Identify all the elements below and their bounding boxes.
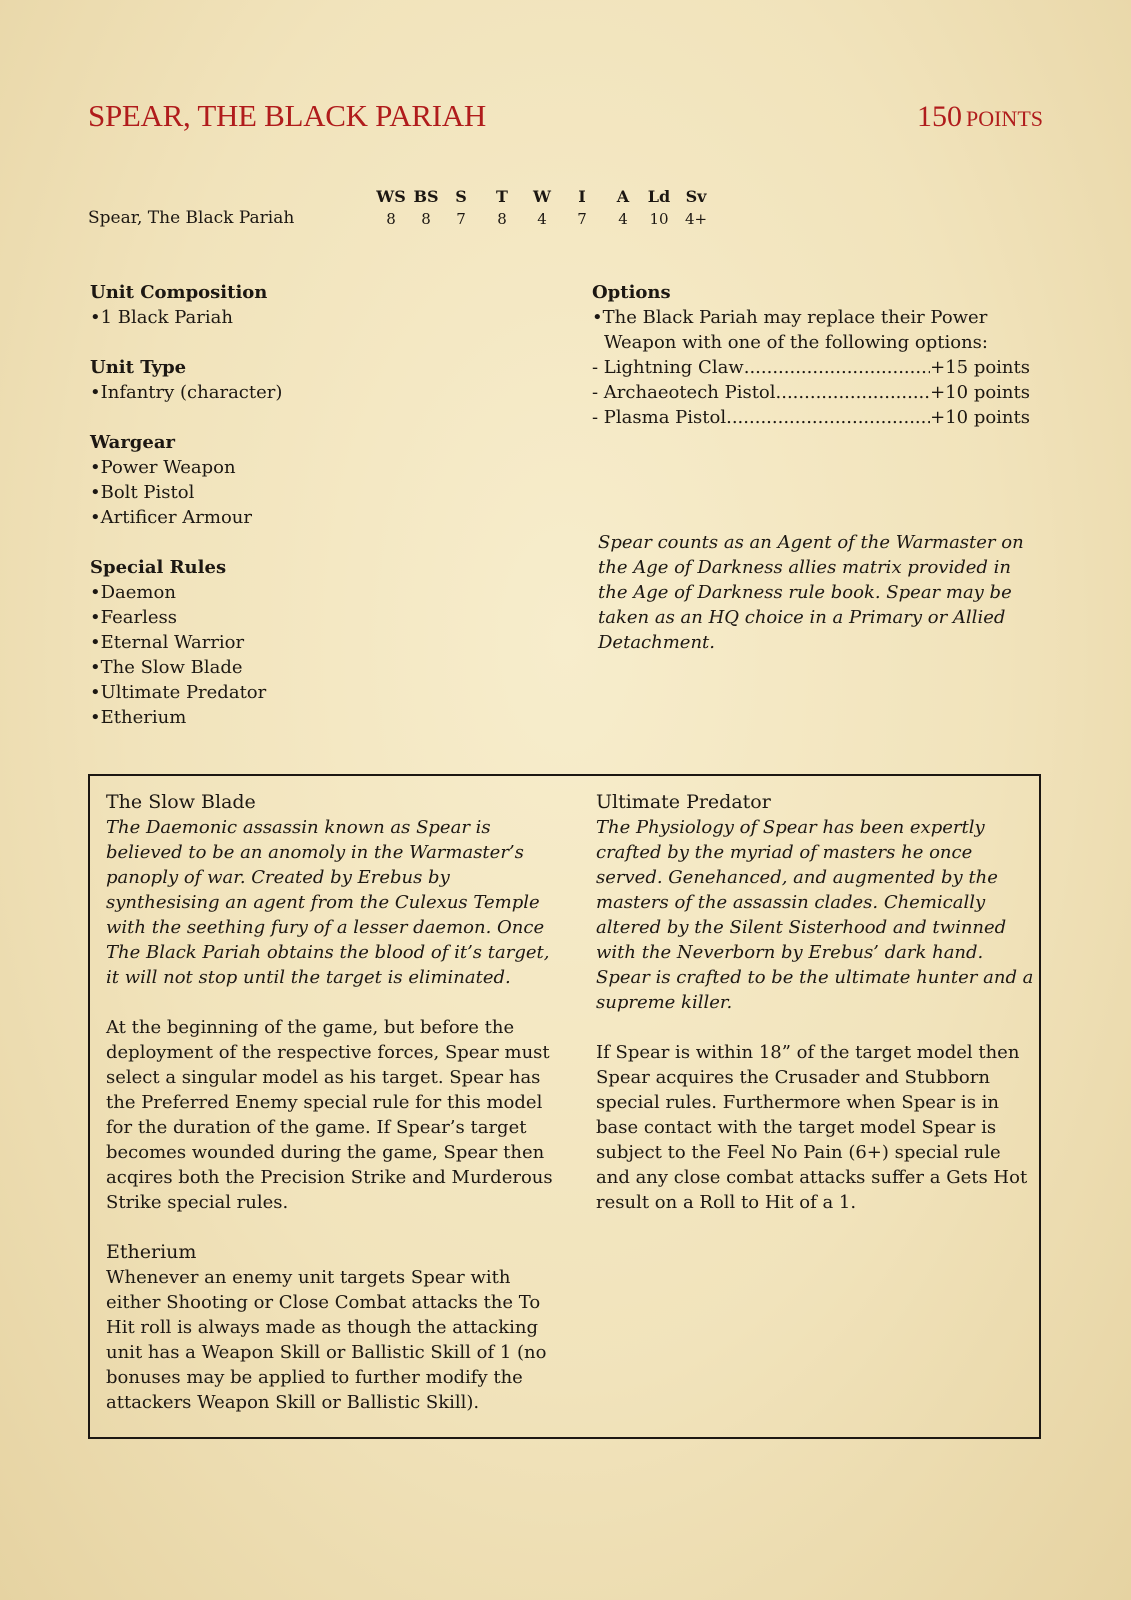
option-cost: +10 points [930,382,1030,403]
stat-label: S [455,187,467,206]
list-item: •Ultimate Predator [90,682,267,703]
list-item: •Etherium [90,707,187,728]
list-item: •Fearless [90,607,177,628]
option-cost: +10 points [930,407,1030,428]
points-cost [917,100,1043,134]
section-heading: Special Rules [90,557,227,578]
stat-value: 8 [386,210,396,228]
points-label: POINTS [965,106,1043,131]
stat-label: BS [413,187,439,206]
unit-title: SPEAR, THE BLACK PARIAH [88,98,486,133]
stat-label: WS [376,187,406,206]
list-item: •Infantry (character) [90,382,283,403]
stat-unit-name: Spear, The Black Pariah [88,208,295,228]
stat-value: 7 [577,210,587,228]
section-heading: Unit Composition [90,282,268,303]
list-item: •Bolt Pistol [90,482,195,503]
rule-heading-slow-blade: The Slow Blade [106,791,256,813]
rule-flavor-text: The Daemonic assassin known as Spear is believed to be an anomoly in the Warmaster’s panoply of war. Created by Erebus by synthesising an agent from the Culexus Temple with the seething fury of a lesser daemon. Once The Black Pariah obtains the blood of it’s target, it will not stop until the target is eliminated. [106,817,550,988]
option-row [592,355,1030,380]
list-item: •Daemon [90,582,176,603]
rule-flavor-text: The Physiology of Spear has been expertly crafted by the myriad of masters he once served. Genehanced, and augmented by the masters of the assassin clades. Chemically altered by the Silent Sisterhood and twinned with the Neverborn by Erebus’ dark hand. Spear is crafted to be the ultimate hunter and a supreme killer. [596,817,1034,1013]
list-item: •Eternal Warrior [90,632,245,653]
options-section [592,280,1042,430]
unit-composition-section [90,280,520,330]
rule-heading-ultimate-predator: Ultimate Predator [596,791,771,813]
rules-column-left [106,790,566,1440]
dot-leader [726,405,930,430]
list-item: •Artificer Armour [90,507,252,528]
options-intro-line: Weapon with one of the following options: [604,332,988,353]
rule-text: If Spear is within 18” of the target model then Spear acquires the Crusader and Stubborn special rules. Furthermore when Spear is in base contact with the target model Spear is subject to the Feel No Pain (6+) special rule and any close combat attacks suffer a Gets Hot result on a Roll to Hit of a 1. [596,1042,1028,1213]
section-heading: Unit Type [90,357,187,378]
stat-value: 8 [497,210,507,228]
stat-label: A [616,187,630,206]
stat-value: 4 [618,210,628,228]
stat-label: Ld [647,187,671,206]
option-row [592,405,1030,430]
option-name: - Lightning Claw [592,357,744,378]
stat-value: 4+ [684,210,708,228]
rules-column-right [596,790,1036,1240]
stat-value: 10 [649,210,669,228]
option-name: - Archaeotech Pistol [592,382,776,403]
list-item: •1 Black Pariah [90,307,233,328]
unit-details-column [90,280,520,755]
stat-label: T [496,187,508,206]
rule-text: Whenever an enemy unit targets Spear with either Shooting or Close Combat attacks the To Hit roll is always made as though the attacking unit has a Weapon Skill or Ballistic Skill of 1 (no bonuses may be applied to further modify the attackers Weapon Skill or Ballistic Skill). [106,1267,547,1413]
list-item: •Power Weapon [90,457,236,478]
dot-leader [744,355,930,380]
options-intro [592,305,1042,355]
list-item: •The Slow Blade [90,657,243,678]
stat-value: 8 [421,210,431,228]
rule-heading-etherium: Etherium [106,1241,197,1263]
allies-note: Spear counts as an Agent of the Warmaster on the Age of Darkness allies matrix provided in the Age of Darkness rule book. Spear may be taken as an HQ choice in a Primary or Allied Detachment. [598,532,1024,653]
special-rules-box [88,774,1041,1439]
option-name: - Plasma Pistol [592,407,727,428]
section-heading: Wargear [90,432,175,453]
stat-value: 7 [456,210,466,228]
stat-label: I [578,187,586,206]
rule-text: At the beginning of the game, but before the deployment of the respective forces, Spear must select a singular model as his target. Spear has the Preferred Enemy special rule for this model for the duration of the game. If Spear’s target becomes wounded during the game, Spear then acqires both the Precision Strike and Murderous Strike special rules. [106,1017,553,1213]
special-rules-section [90,555,520,730]
stat-value: 4 [537,210,547,228]
unit-type-section [90,355,520,405]
options-intro-line: •The Black Pariah may replace their Power [592,307,988,328]
stat-label: Sv [685,187,707,206]
points-value: 150 [916,100,962,133]
dot-leader [776,380,931,405]
stat-label: W [533,187,551,206]
option-cost: +15 points [930,357,1030,378]
option-row [592,380,1030,405]
wargear-section [90,430,520,530]
section-heading: Options [592,282,671,303]
